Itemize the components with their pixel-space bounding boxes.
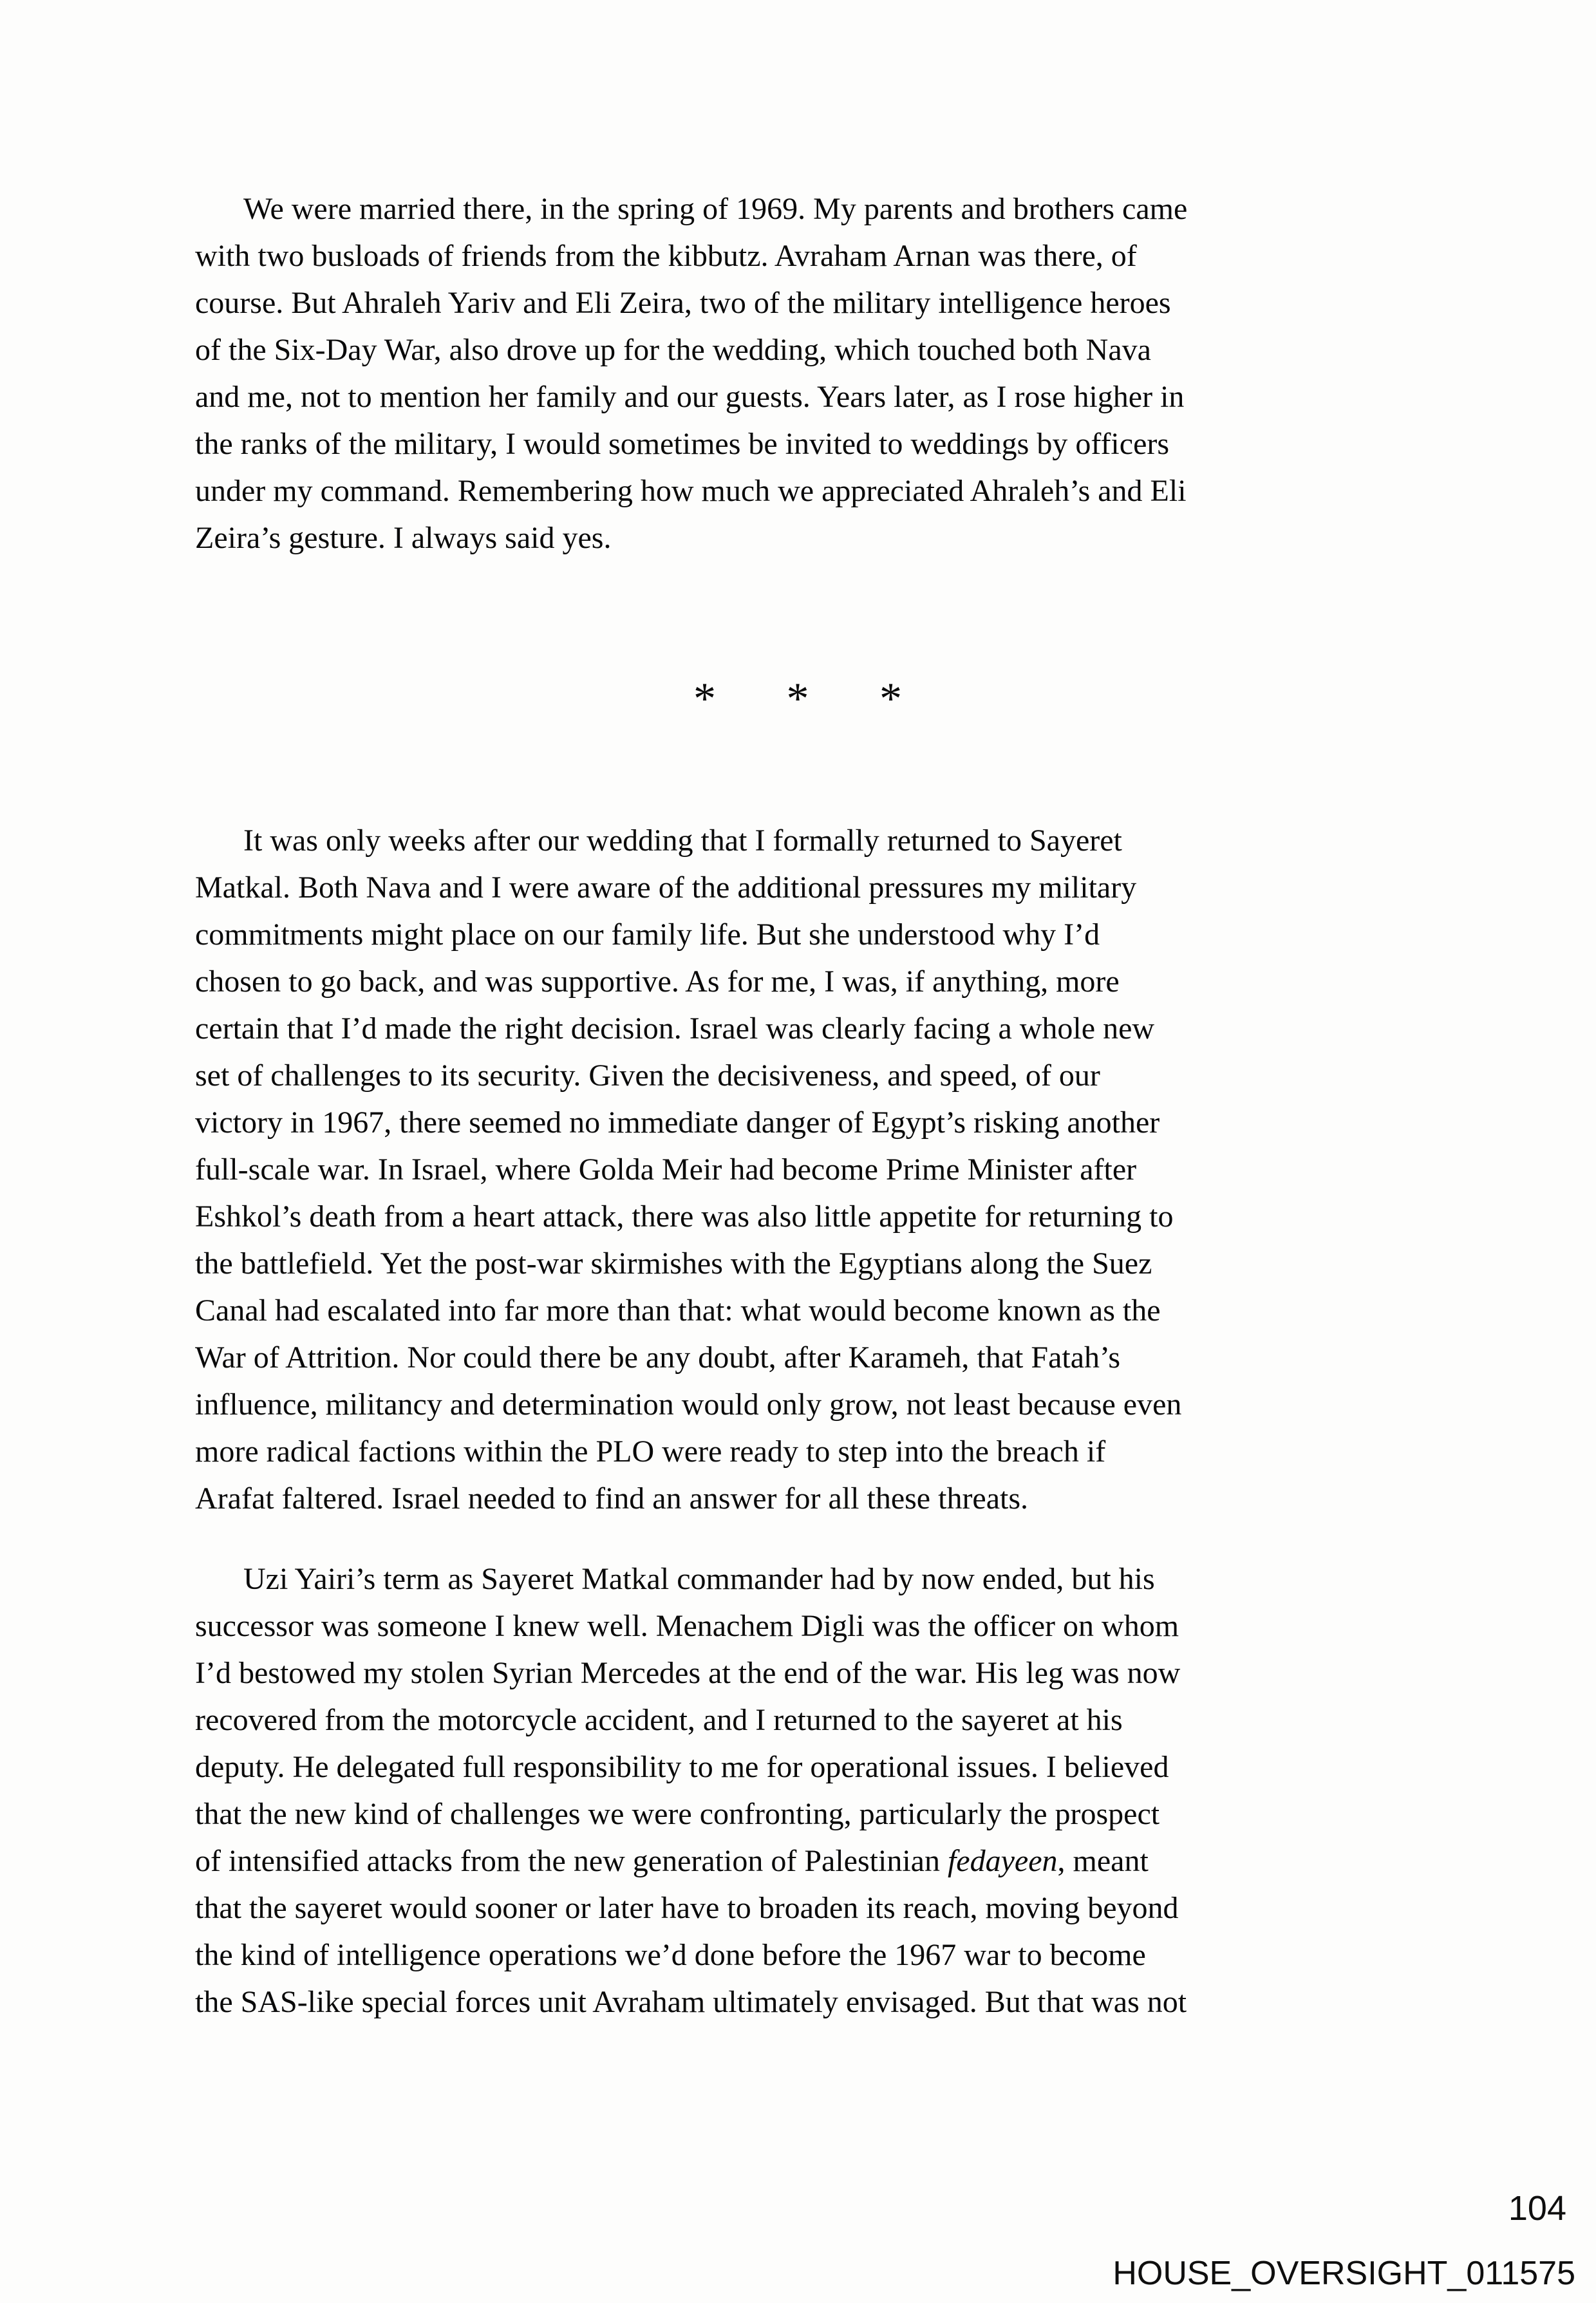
text-line: commitments might place on our family life. But she understood why I’d xyxy=(195,917,1100,952)
text-line: certain that I’d made the right decision. Israel was clearly facing a whole new xyxy=(195,1011,1155,1046)
text-line: It was only weeks after our wedding that I formally returned to Sayeret xyxy=(243,823,1122,858)
text-line: set of challenges to its security. Given the decisiveness, and speed, of our xyxy=(195,1058,1100,1093)
text-line: I’d bestowed my stolen Syrian Mercedes at the end of the war. His leg was now xyxy=(195,1656,1181,1690)
text-line: successor was someone I knew well. Menachem Digli was the officer on whom xyxy=(195,1609,1179,1643)
text-line: course. But Ahraleh Yariv and Eli Zeira, two of the military intelligence heroes xyxy=(195,286,1171,320)
text-line: the ranks of the military, I would sometimes be invited to weddings by officers xyxy=(195,427,1170,461)
text-line: more radical factions within the PLO were ready to step into the breach if xyxy=(195,1434,1106,1469)
page-number: 104 xyxy=(1508,2189,1566,2228)
bates-stamp: HOUSE_OVERSIGHT_011575 xyxy=(1113,2255,1575,2292)
text-line: full-scale war. In Israel, where Golda Meir had become Prime Minister after xyxy=(195,1152,1137,1187)
paragraph-uzi-yairi xyxy=(195,1556,1400,2026)
text-line: the battlefield. Yet the post-war skirmishes with the Egyptians along the Suez xyxy=(195,1246,1152,1281)
text-line: War of Attrition. Nor could there be any doubt, after Karameh, that Fatah’s xyxy=(195,1340,1121,1375)
text-line: of the Six-Day War, also drove up for the wedding, which touched both Nava xyxy=(195,333,1151,367)
text-line: We were married there, in the spring of 1969. My parents and brothers came xyxy=(243,192,1188,226)
text-line-with-italic xyxy=(195,1838,1400,1885)
section-separator: * * * xyxy=(693,674,902,724)
text-line: the kind of intelligence operations we’d done before the 1967 war to become xyxy=(195,1938,1146,1972)
text-line: Matkal. Both Nava and I were aware of the additional pressures my military xyxy=(195,870,1137,905)
text-line: deputy. He delegated full responsibility to me for operational issues. I believed xyxy=(195,1750,1169,1784)
text-line: under my command. Remembering how much we appreciated Ahraleh’s and Eli xyxy=(195,474,1187,508)
text-line: with two busloads of friends from the kibbutz. Avraham Arnan was there, of xyxy=(195,239,1137,273)
text-line: Uzi Yairi’s term as Sayeret Matkal commander had by now ended, but his xyxy=(243,1562,1155,1596)
text-line: victory in 1967, there seemed no immediate danger of Egypt’s risking another xyxy=(195,1105,1160,1140)
italic-word-fedayeen: fedayeen xyxy=(947,1844,1058,1878)
paragraph-return-to-sayeret xyxy=(195,817,1400,1522)
text-line: the SAS-like special forces unit Avraham ultimately envisaged. But that was not xyxy=(195,1985,1187,2019)
text-line: influence, militancy and determination would only grow, not least because even xyxy=(195,1387,1182,1422)
text-line: Eshkol’s death from a heart attack, there was also little appetite for returning to xyxy=(195,1199,1174,1234)
paragraph-wedding xyxy=(195,185,1400,561)
text-line: recovered from the motorcycle accident, and I returned to the sayeret at his xyxy=(195,1703,1123,1737)
text-line: that the sayeret would sooner or later have to broaden its reach, moving beyond xyxy=(195,1891,1179,1925)
text-line: that the new kind of challenges we were confronting, particularly the prospect xyxy=(195,1797,1160,1831)
text-line: Zeira’s gesture. I always said yes. xyxy=(195,521,612,555)
text-line: chosen to go back, and was supportive. As for me, I was, if anything, more xyxy=(195,964,1120,999)
text-segment: , meant xyxy=(1057,1844,1149,1878)
text-line: Canal had escalated into far more than that: what would become known as the xyxy=(195,1293,1161,1328)
text-line: and me, not to mention her family and our guests. Years later, as I rose higher in xyxy=(195,380,1185,414)
text-line: Arafat faltered. Israel needed to find an answer for all these threats. xyxy=(195,1481,1029,1516)
text-segment: of intensified attacks from the new generation of Palestinian xyxy=(195,1844,948,1878)
